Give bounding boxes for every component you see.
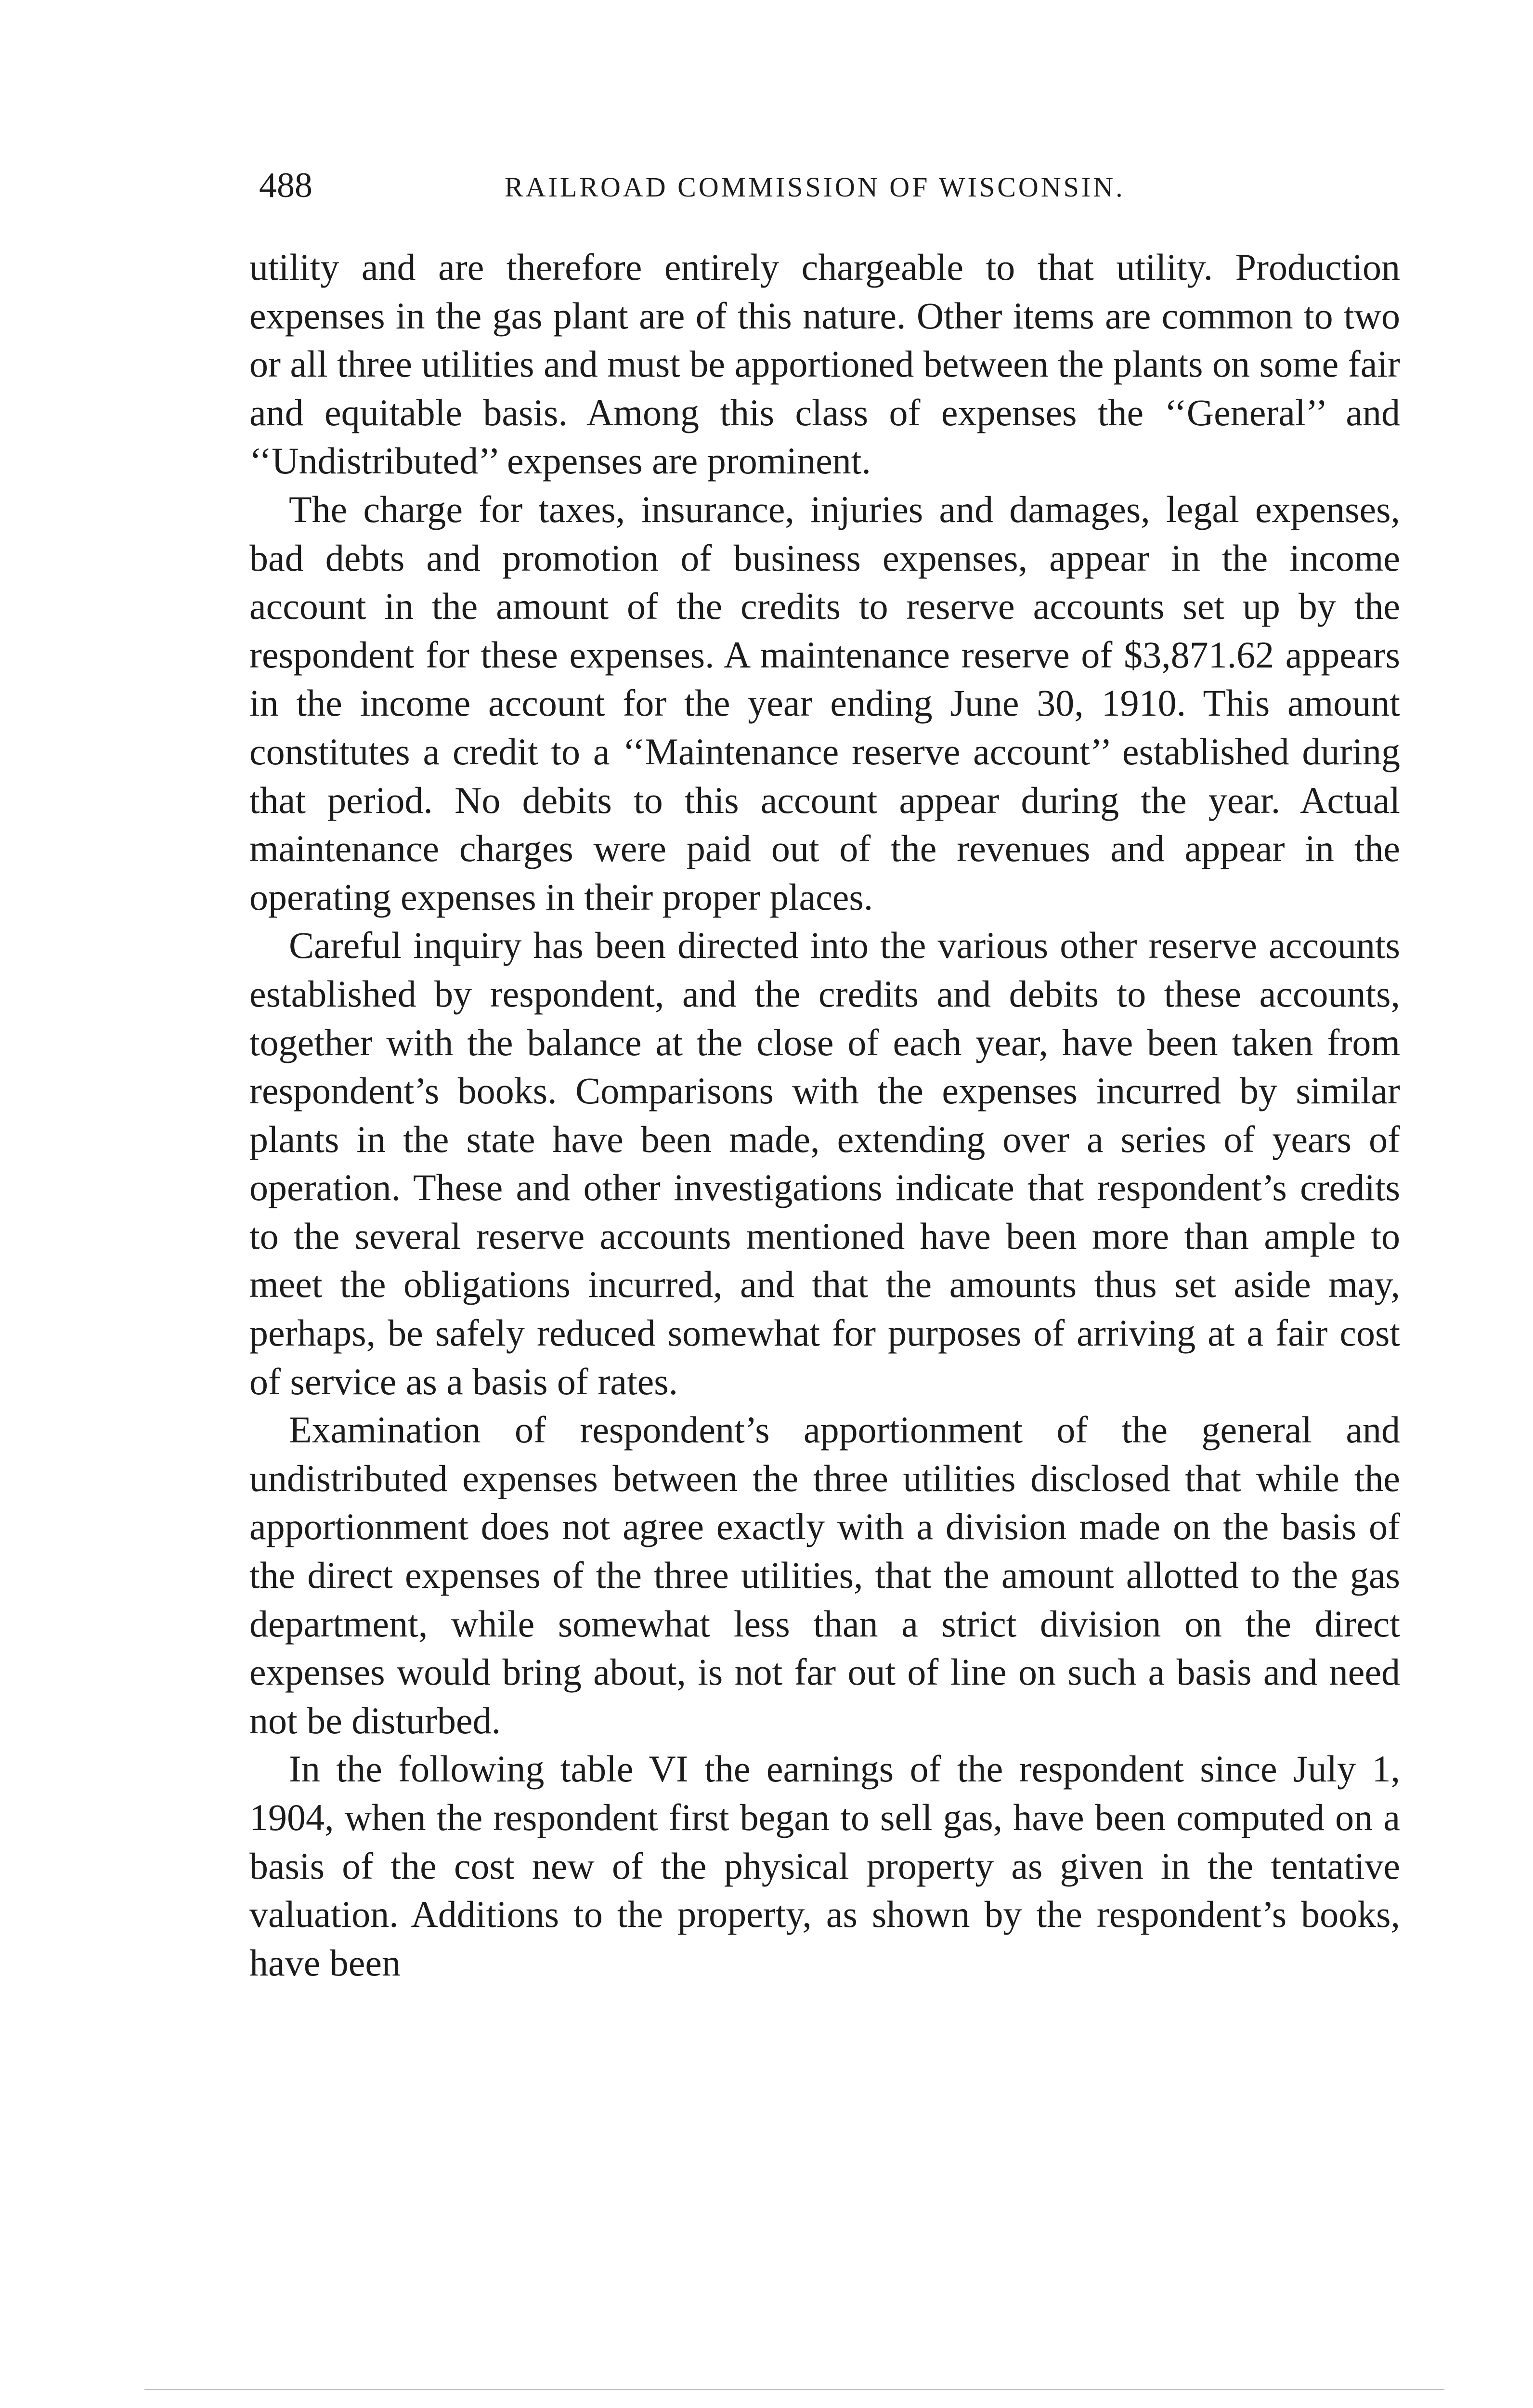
page-number: 488 — [259, 166, 312, 205]
page-bottom-rule — [144, 2389, 1444, 2390]
page-header — [259, 159, 1448, 212]
paragraph-expense-apportionment: Examination of respondent’s apportionment of the general and undistributed expenses between the three utilities disclosed that while the apportionment does not agree exactly with a division made on the basis of the direct expenses of the three utilities, that the amount allotted to the gas department, while somewhat less than a strict division on the direct expenses would bring about, is not far out of line on such a basis and need not be disturbed. — [249, 1409, 1400, 1741]
paragraph-reserve-accounts-inquiry: Careful inquiry has been directed into the various other reserve accounts established by respondent, and the credits and debits to these accounts, together with the balance at the close of each year, have been taken from respondent’s books. Comparisons with the expenses incurred by similar plants in the state have been made, extending over a series of years of operation. These and other investigations indicate that respondent’s credits to the several reserve accounts mentioned have been more than ample to meet the obligations incurred, and that the amounts thus set aside may, perhaps, be safely reduced somewhat for purposes of arriving at a fair cost of service as a basis of rates. — [249, 924, 1400, 1402]
running-head: RAILROAD COMMISSION OF WISCONSIN. — [505, 171, 1125, 203]
paragraph-taxes-and-reserves: The charge for taxes, insurance, injuries and damages, legal expenses, bad debts and promotion of business expenses, appear in the income account in the amount of the credits to reserve accounts set up by the respondent for these expenses. A maintenance reserve of $3,871.62 appears in the income account for the year ending June 30, 1910. This amount constitutes a credit to a ‘‘Maintenance reserve account’’ established during that period. No debits to this account appear during the year. Actual maintenance charges were paid out of the revenues and appear in the operating expenses in their proper places. — [249, 488, 1400, 918]
paragraph-table-vi-earnings: In the following table VI the earnings of the respondent since July 1, 1904, when the respondent first began to sell gas, have been computed on a basis of the cost new of the physical property as given in the tentative valuation. Additions to the property, as shown by the respondent’s books, have been — [249, 1748, 1400, 1984]
body-text — [249, 243, 1400, 1987]
paragraph-continuation: utility and are therefore entirely chargeable to that utility. Production expenses in the gas plant are of this nature. Other items are common to two or all three utilities and must be apportioned between the plants on some fair and equitable basis. Among this class of expenses the ‘‘General’’ and ‘‘Undistributed’’ expenses are prominent. — [249, 246, 1400, 482]
